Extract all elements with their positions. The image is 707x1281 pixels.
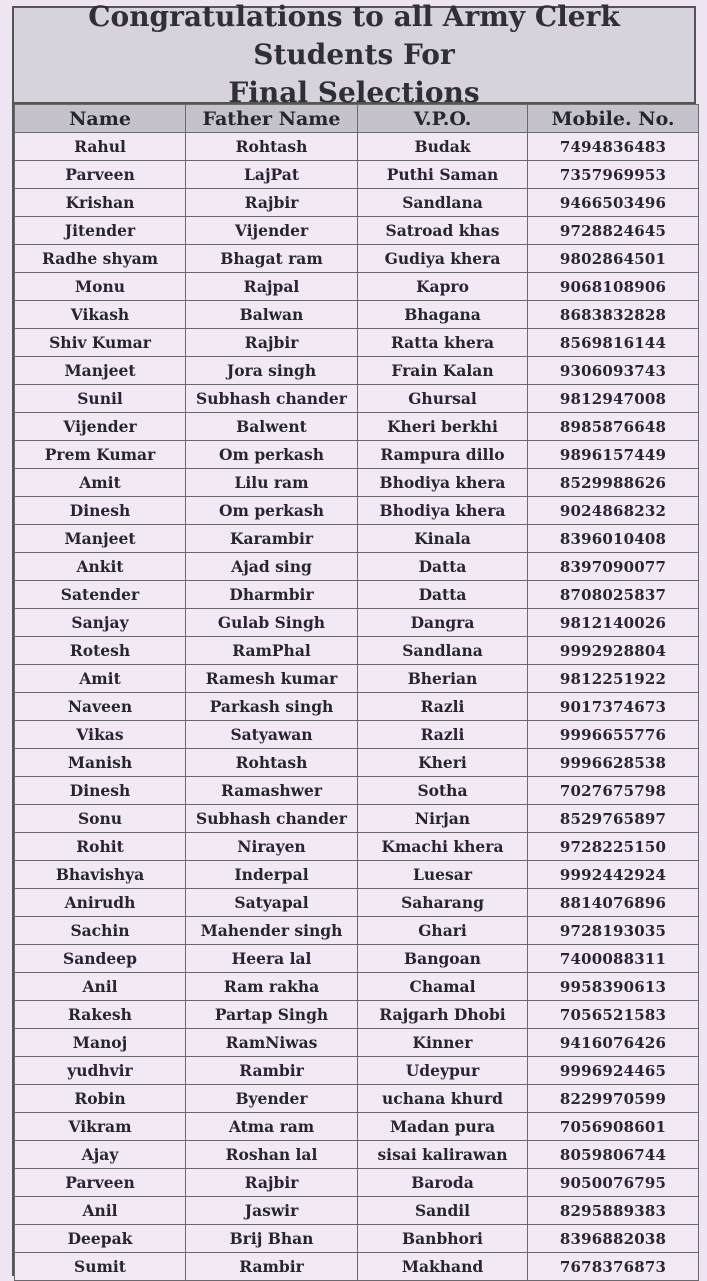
vpo-cell: Kapro	[358, 273, 528, 301]
table-row	[15, 1169, 699, 1197]
vpo-cell: Datta	[358, 553, 528, 581]
table-row	[15, 301, 699, 329]
vpo-cell: uchana khurd	[358, 1085, 528, 1113]
vpo-cell: Sotha	[358, 777, 528, 805]
mobile-cell: 8985876648	[528, 413, 699, 441]
father-name-cell: Jora singh	[186, 357, 358, 385]
table-row	[15, 973, 699, 1001]
column-header-name: Name	[15, 105, 186, 133]
vpo-cell: Saharang	[358, 889, 528, 917]
table-row	[15, 1057, 699, 1085]
mobile-cell: 9050076795	[528, 1169, 699, 1197]
vpo-cell: Sandil	[358, 1197, 528, 1225]
father-name-cell: Karambir	[186, 525, 358, 553]
father-name-cell: Partap Singh	[186, 1001, 358, 1029]
student-name-cell: Anil	[15, 1197, 186, 1225]
student-name-cell: Rakesh	[15, 1001, 186, 1029]
mobile-cell: 9996655776	[528, 721, 699, 749]
table-row	[15, 217, 699, 245]
table-row	[15, 833, 699, 861]
student-name-cell: Anirudh	[15, 889, 186, 917]
vpo-cell: Satroad khas	[358, 217, 528, 245]
mobile-cell: 8708025837	[528, 581, 699, 609]
father-name-cell: Satyawan	[186, 721, 358, 749]
father-name-cell: Inderpal	[186, 861, 358, 889]
table-row	[15, 497, 699, 525]
vpo-cell: Udeypur	[358, 1057, 528, 1085]
mobile-cell: 7494836483	[528, 133, 699, 161]
mobile-cell: 9996628538	[528, 749, 699, 777]
column-header-vpo: V.P.O.	[358, 105, 528, 133]
mobile-cell: 8295889383	[528, 1197, 699, 1225]
father-name-cell: LajPat	[186, 161, 358, 189]
table-row	[15, 1197, 699, 1225]
mobile-cell: 7027675798	[528, 777, 699, 805]
student-name-cell: Ajay	[15, 1141, 186, 1169]
mobile-cell: 8569816144	[528, 329, 699, 357]
student-name-cell: Dinesh	[15, 497, 186, 525]
vpo-cell: Puthi Saman	[358, 161, 528, 189]
mobile-cell: 7357969953	[528, 161, 699, 189]
vpo-cell: Bhodiya khera	[358, 469, 528, 497]
mobile-cell: 9812251922	[528, 665, 699, 693]
vpo-cell: sisai kalirawan	[358, 1141, 528, 1169]
student-name-cell: Amit	[15, 469, 186, 497]
father-name-cell: Dharmbir	[186, 581, 358, 609]
father-name-cell: Jaswir	[186, 1197, 358, 1225]
table-row	[15, 469, 699, 497]
father-name-cell: Mahender singh	[186, 917, 358, 945]
table-row	[15, 1001, 699, 1029]
vpo-cell: Datta	[358, 581, 528, 609]
student-name-cell: Ankit	[15, 553, 186, 581]
student-name-cell: Vikash	[15, 301, 186, 329]
vpo-cell: Razli	[358, 721, 528, 749]
father-name-cell: Subhash chander	[186, 385, 358, 413]
student-name-cell: Parveen	[15, 1169, 186, 1197]
mobile-cell: 9068108906	[528, 273, 699, 301]
table-row	[15, 945, 699, 973]
table-body	[15, 133, 699, 1281]
table-row	[15, 637, 699, 665]
student-name-cell: Sandeep	[15, 945, 186, 973]
mobile-cell: 8059806744	[528, 1141, 699, 1169]
student-name-cell: Manish	[15, 749, 186, 777]
vpo-cell: Banbhori	[358, 1225, 528, 1253]
table-row	[15, 553, 699, 581]
vpo-cell: Makhand	[358, 1253, 528, 1281]
vpo-cell: Bangoan	[358, 945, 528, 973]
mobile-cell: 7400088311	[528, 945, 699, 973]
vpo-cell: Frain Kalan	[358, 357, 528, 385]
vpo-cell: Sandlana	[358, 637, 528, 665]
student-name-cell: Vikram	[15, 1113, 186, 1141]
father-name-cell: Brij Bhan	[186, 1225, 358, 1253]
student-name-cell: Parveen	[15, 161, 186, 189]
student-name-cell: Krishan	[15, 189, 186, 217]
table-row	[15, 245, 699, 273]
father-name-cell: Rajbir	[186, 1169, 358, 1197]
vpo-cell: Kheri berkhi	[358, 413, 528, 441]
table-row	[15, 1141, 699, 1169]
father-name-cell: Om perkash	[186, 497, 358, 525]
mobile-cell: 9017374673	[528, 693, 699, 721]
father-name-cell: Balwent	[186, 413, 358, 441]
student-name-cell: Rotesh	[15, 637, 186, 665]
vpo-cell: Sandlana	[358, 189, 528, 217]
father-name-cell: Rajpal	[186, 273, 358, 301]
student-name-cell: Amit	[15, 665, 186, 693]
selection-list-sheet	[12, 0, 696, 1276]
father-name-cell: Satyapal	[186, 889, 358, 917]
mobile-cell: 8396882038	[528, 1225, 699, 1253]
father-name-cell: Rajbir	[186, 329, 358, 357]
father-name-cell: RamNiwas	[186, 1029, 358, 1057]
mobile-cell: 9306093743	[528, 357, 699, 385]
title-banner	[14, 0, 694, 109]
student-name-cell: Anil	[15, 973, 186, 1001]
father-name-cell: RamPhal	[186, 637, 358, 665]
student-name-cell: Manoj	[15, 1029, 186, 1057]
title-line-1: Congratulations to all Army Clerk Students For	[88, 0, 620, 71]
father-name-cell: Rambir	[186, 1057, 358, 1085]
table-row	[15, 357, 699, 385]
table-row	[15, 749, 699, 777]
father-name-cell: Ramesh kumar	[186, 665, 358, 693]
mobile-cell: 9996924465	[528, 1057, 699, 1085]
father-name-cell: Rohtash	[186, 133, 358, 161]
mobile-cell: 8529988626	[528, 469, 699, 497]
mobile-cell: 7678376873	[528, 1253, 699, 1281]
student-name-cell: Satender	[15, 581, 186, 609]
student-name-cell: Radhe shyam	[15, 245, 186, 273]
mobile-cell: 9024868232	[528, 497, 699, 525]
table-row	[15, 525, 699, 553]
father-name-cell: Vijender	[186, 217, 358, 245]
father-name-cell: Nirayen	[186, 833, 358, 861]
vpo-cell: Kinala	[358, 525, 528, 553]
table-row	[15, 133, 699, 161]
vpo-cell: Madan pura	[358, 1113, 528, 1141]
table-row	[15, 693, 699, 721]
table-row	[15, 889, 699, 917]
father-name-cell: Rohtash	[186, 749, 358, 777]
table-row	[15, 581, 699, 609]
father-name-cell: Atma ram	[186, 1113, 358, 1141]
title-line-2: Final Selections	[228, 76, 480, 109]
student-name-cell: Rohit	[15, 833, 186, 861]
vpo-cell: Rampura dillo	[358, 441, 528, 469]
student-name-cell: Bhavishya	[15, 861, 186, 889]
mobile-cell: 8683832828	[528, 301, 699, 329]
table-row	[15, 665, 699, 693]
table-row	[15, 861, 699, 889]
father-name-cell: Rambir	[186, 1253, 358, 1281]
column-header-mobile: Mobile. No.	[528, 105, 699, 133]
vpo-cell: Bherian	[358, 665, 528, 693]
table-row	[15, 609, 699, 637]
vpo-cell: Kheri	[358, 749, 528, 777]
table-row	[15, 161, 699, 189]
mobile-cell: 8229970599	[528, 1085, 699, 1113]
vpo-cell: Chamal	[358, 973, 528, 1001]
student-name-cell: Manjeet	[15, 357, 186, 385]
table-row	[15, 385, 699, 413]
column-header-father-name: Father Name	[186, 105, 358, 133]
student-name-cell: Rahul	[15, 133, 186, 161]
father-name-cell: Lilu ram	[186, 469, 358, 497]
father-name-cell: Roshan lal	[186, 1141, 358, 1169]
vpo-cell: Ghursal	[358, 385, 528, 413]
father-name-cell: Subhash chander	[186, 805, 358, 833]
vpo-cell: Ghari	[358, 917, 528, 945]
mobile-cell: 9812140026	[528, 609, 699, 637]
mobile-cell: 7056521583	[528, 1001, 699, 1029]
mobile-cell: 8814076896	[528, 889, 699, 917]
vpo-cell: Baroda	[358, 1169, 528, 1197]
table-row	[15, 441, 699, 469]
father-name-cell: Parkash singh	[186, 693, 358, 721]
vpo-cell: Kmachi khera	[358, 833, 528, 861]
student-name-cell: Monu	[15, 273, 186, 301]
mobile-cell: 9728824645	[528, 217, 699, 245]
father-name-cell: Bhagat ram	[186, 245, 358, 273]
father-name-cell: Rajbir	[186, 189, 358, 217]
table-row	[15, 1225, 699, 1253]
table-row	[15, 721, 699, 749]
father-name-cell: Om perkash	[186, 441, 358, 469]
student-name-cell: Sumit	[15, 1253, 186, 1281]
mobile-cell: 9958390613	[528, 973, 699, 1001]
table-row	[15, 329, 699, 357]
mobile-cell: 8397090077	[528, 553, 699, 581]
mobile-cell: 9416076426	[528, 1029, 699, 1057]
student-name-cell: Sanjay	[15, 609, 186, 637]
mobile-cell: 7056908601	[528, 1113, 699, 1141]
student-name-cell: Prem Kumar	[15, 441, 186, 469]
vpo-cell: Budak	[358, 133, 528, 161]
student-name-cell: Sonu	[15, 805, 186, 833]
mobile-cell: 9802864501	[528, 245, 699, 273]
vpo-cell: Nirjan	[358, 805, 528, 833]
father-name-cell: Heera lal	[186, 945, 358, 973]
student-name-cell: Jitender	[15, 217, 186, 245]
table-row	[15, 805, 699, 833]
vpo-cell: Rajgarh Dhobi	[358, 1001, 528, 1029]
student-name-cell: Vijender	[15, 413, 186, 441]
father-name-cell: Ramashwer	[186, 777, 358, 805]
father-name-cell: Ram rakha	[186, 973, 358, 1001]
mobile-cell: 9728225150	[528, 833, 699, 861]
vpo-cell: Gudiya khera	[358, 245, 528, 273]
vpo-cell: Bhodiya khera	[358, 497, 528, 525]
father-name-cell: Ajad sing	[186, 553, 358, 581]
student-name-cell: Shiv Kumar	[15, 329, 186, 357]
student-name-cell: Sunil	[15, 385, 186, 413]
vpo-cell: Ratta khera	[358, 329, 528, 357]
vpo-cell: Bhagana	[358, 301, 528, 329]
mobile-cell: 8529765897	[528, 805, 699, 833]
mobile-cell: 9992442924	[528, 861, 699, 889]
table-row	[15, 1113, 699, 1141]
table-row	[15, 1085, 699, 1113]
table-row	[15, 413, 699, 441]
table-row	[15, 1029, 699, 1057]
table-row	[15, 777, 699, 805]
vpo-cell: Dangra	[358, 609, 528, 637]
mobile-cell: 9466503496	[528, 189, 699, 217]
student-name-cell: Naveen	[15, 693, 186, 721]
father-name-cell: Balwan	[186, 301, 358, 329]
student-name-cell: yudhvir	[15, 1057, 186, 1085]
mobile-cell: 9896157449	[528, 441, 699, 469]
student-name-cell: Dinesh	[15, 777, 186, 805]
father-name-cell: Byender	[186, 1085, 358, 1113]
table-row	[15, 917, 699, 945]
student-name-cell: Deepak	[15, 1225, 186, 1253]
vpo-cell: Razli	[358, 693, 528, 721]
mobile-cell: 9728193035	[528, 917, 699, 945]
mobile-cell: 9992928804	[528, 637, 699, 665]
father-name-cell: Gulab Singh	[186, 609, 358, 637]
student-name-cell: Manjeet	[15, 525, 186, 553]
mobile-cell: 9812947008	[528, 385, 699, 413]
table-row	[15, 1253, 699, 1281]
table-row	[15, 189, 699, 217]
students-table	[14, 104, 699, 1281]
mobile-cell: 8396010408	[528, 525, 699, 553]
vpo-cell: Luesar	[358, 861, 528, 889]
student-name-cell: Sachin	[15, 917, 186, 945]
table-row	[15, 273, 699, 301]
vpo-cell: Kinner	[358, 1029, 528, 1057]
student-name-cell: Robin	[15, 1085, 186, 1113]
student-name-cell: Vikas	[15, 721, 186, 749]
